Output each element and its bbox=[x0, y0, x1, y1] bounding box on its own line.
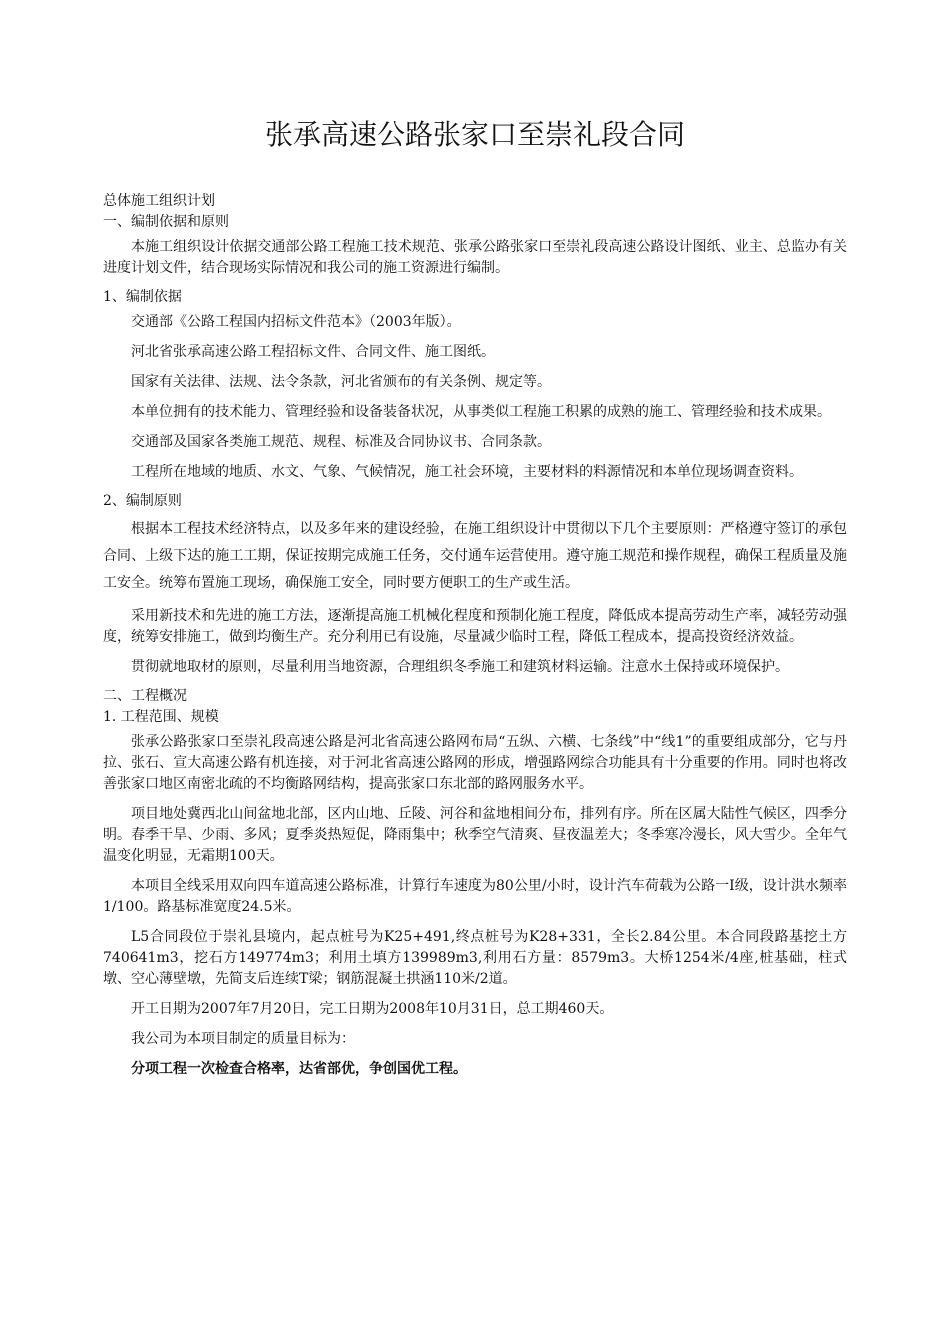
principle-paragraph: 贯彻就地取材的原则，尽量利用当地资源，合理组织冬季施工和建筑材料运输。注意水土保持或环境保护。 bbox=[131, 659, 789, 675]
section-1-1-heading: 1、编制依据 bbox=[103, 289, 182, 305]
basis-item: 工程所在地域的地质、水文、气象、气候情况，施工社会环境，主要材料的料源情况和本单位现场调查资料。 bbox=[131, 464, 803, 480]
basis-item: 交通部《公路工程国内招标文件范本》（2003年版）。 bbox=[131, 314, 461, 330]
section-1-2-heading: 2、编制原则 bbox=[103, 493, 182, 509]
overview-paragraph: 项目地处冀西北山间盆地北部，区内山地、丘陵、河谷和盆地相间分布，排列有序。所在区属大陆性气候区，四季分明。春季干旱、少雨、多风；夏季炎热短促，降雨集中；秋季空气清爽、昼夜温差大；冬季寒冷漫长，风大雪少。全年气温变化明显，无霜期100天。 bbox=[103, 806, 847, 864]
basis-item: 河北省张承高速公路工程招标文件、合同文件、施工图纸。 bbox=[131, 344, 495, 360]
document-body bbox=[103, 191, 847, 1080]
section-1-heading: 一、编制依据和原则 bbox=[103, 214, 229, 230]
section-2-heading: 二、工程概况 bbox=[103, 688, 187, 704]
section-1-intro: 本施工组织设计依据交通部公路工程施工技术规范、张承公路张家口至崇礼段高速公路设计图纸、业主、总监办有关进度计划文件，结合现场实际情况和我公司的施工资源进行编制。 bbox=[103, 239, 847, 276]
document-title: 张承高速公路张家口至崇礼段合同 bbox=[264, 118, 685, 151]
subtitle: 总体施工组织计划 bbox=[103, 193, 215, 209]
overview-paragraph: 张承公路张家口至崇礼段高速公路是河北省高速公路网布局“五纵、六横、七条线”中“线1”的重要组成部分，它与丹拉、张石、宣大高速公路有机连接，对于河北省高速公路网的形成，增强路网综合功能具有十分重要的作用。同时也将改善张家口地区南密北疏的不均衡路网结构，提高张家口东北部的路网服务水平。 bbox=[103, 734, 847, 792]
quality-goal: 分项工程一次检查合格率，达省部优，争创国优工程。 bbox=[131, 1061, 467, 1077]
section-2-1-heading: 1. 工程范围、规模 bbox=[103, 709, 219, 725]
principle-paragraph: 根据本工程技术经济特点，以及多年来的建设经验，在施工组织设计中贯彻以下几个主要原则：严格遵守签订的承包合同、上级下达的施工工期，保证按期完成施工任务，交付通车运营使用。遵守施工规范和操作规程，确保工程质量及施工安全。统筹布置施工现场，确保施工安全，同时要方便职工的生产或生活。 bbox=[103, 521, 847, 591]
basis-item: 本单位拥有的技术能力、管理经验和设备装备状况，从事类似工程施工积累的成熟的施工、管理经验和技术成果。 bbox=[131, 404, 831, 420]
basis-item: 国家有关法律、法规、法令条款，河北省颁布的有关条例、规定等。 bbox=[131, 374, 551, 390]
overview-paragraph: L5合同段位于崇礼县境内，起点桩号为K25+491,终点桩号为K28+331，全长2.84公里。本合同段路基挖土方740641m3，挖石方149774m3；利用土填方139989m3,利用石方量：8579m3。大桥1254米/4座,桩基础，柱式墩、空心薄壁墩，先简支后连续T梁；钢筋混凝土拱涵110米/2道。 bbox=[103, 929, 847, 987]
overview-paragraph: 本项目全线采用双向四车道高速公路标准，计算行车速度为80公里/小时，设计汽车荷载为公路一I级，设计洪水频率1/100。路基标准宽度24.5米。 bbox=[103, 878, 847, 915]
basis-item: 交通部及国家各类施工规范、规程、标准及合同协议书、合同条款。 bbox=[131, 434, 551, 450]
quality-intro: 我公司为本项目制定的质量目标为： bbox=[131, 1031, 355, 1047]
principle-paragraph: 采用新技术和先进的施工方法，逐渐提高施工机械化程度和预制化施工程度，降低成本提高劳动生产率，减轻劳动强度，统筹安排施工，做到均衡生产。充分利用已有设施，尽量减少临时工程，降低工程成本，提高投资经济效益。 bbox=[103, 608, 847, 645]
schedule-paragraph: 开工日期为2007年7月20日，完工日期为2008年10月31日，总工期460天。 bbox=[131, 1001, 614, 1017]
